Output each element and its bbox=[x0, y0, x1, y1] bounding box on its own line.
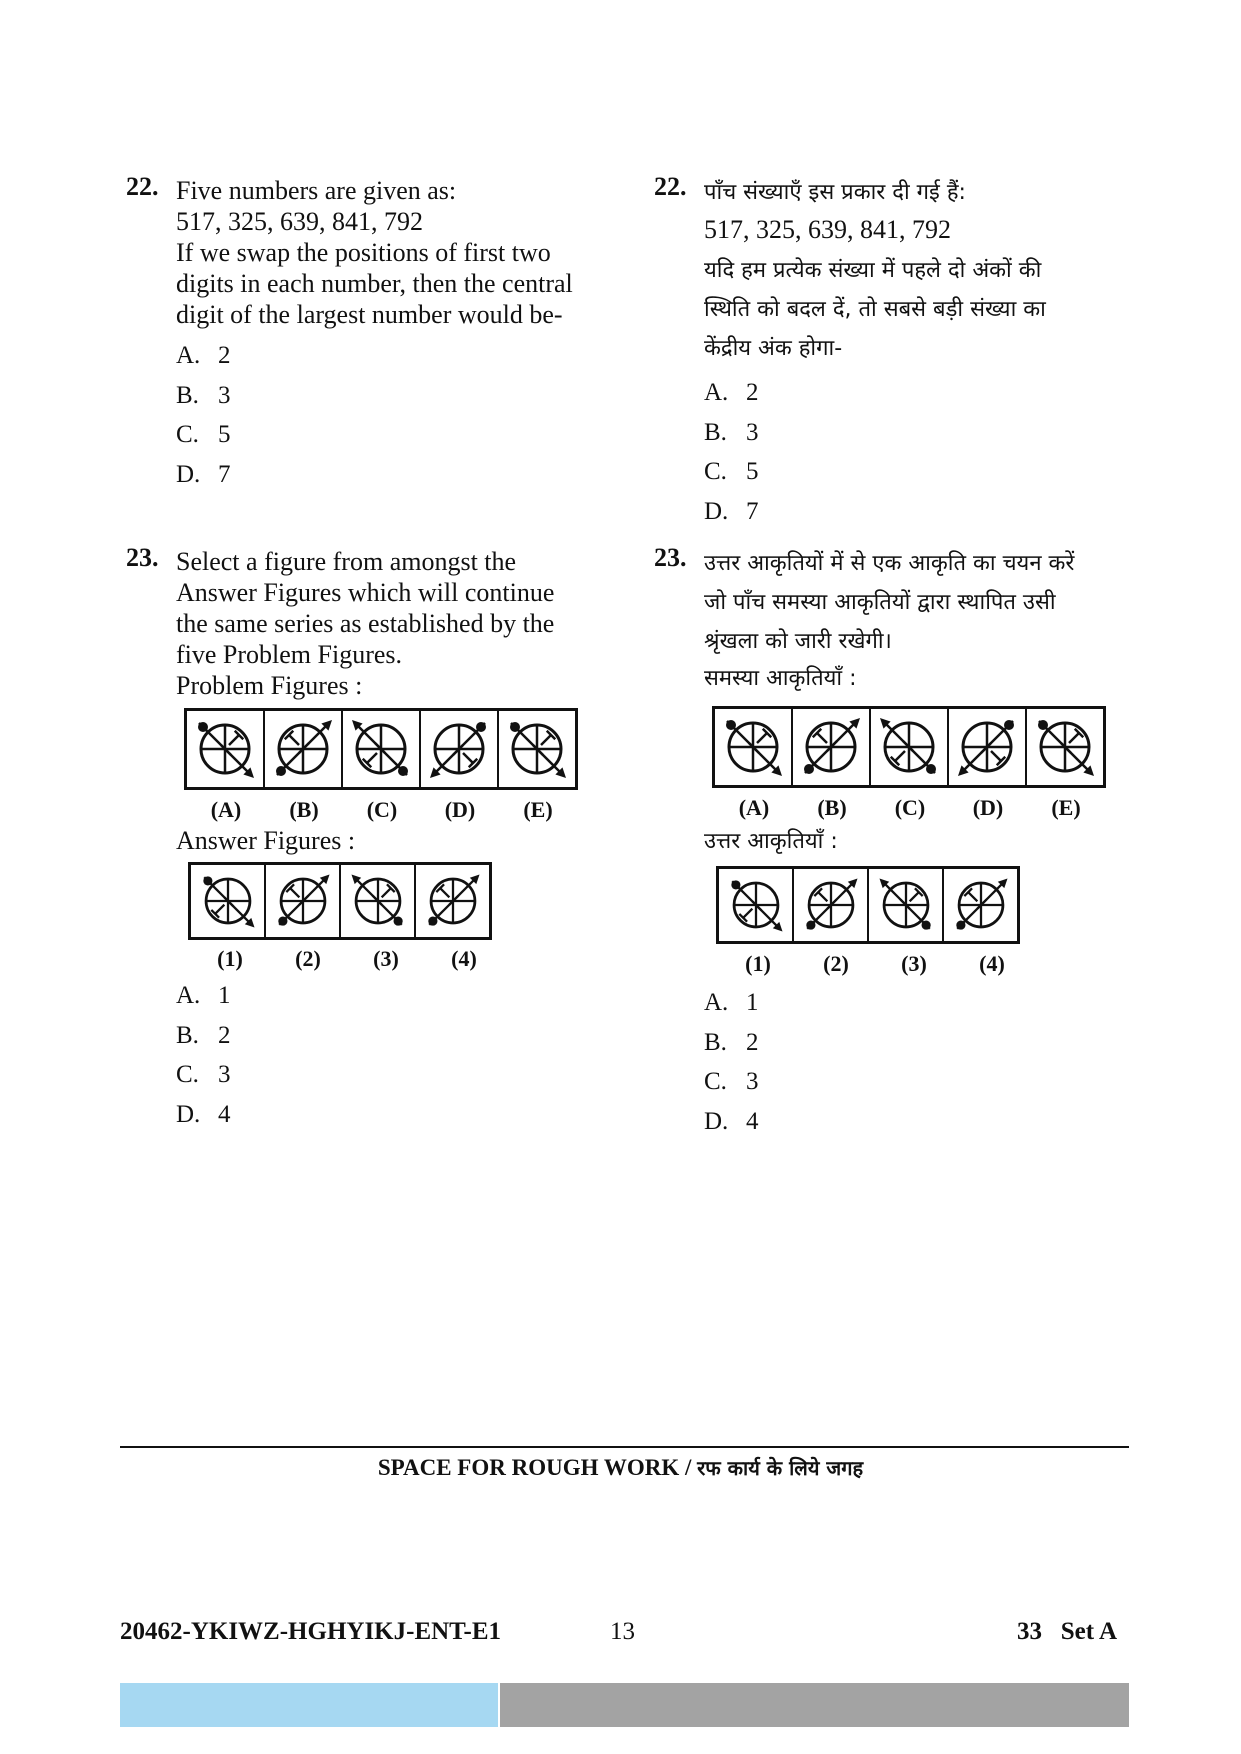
figure-cell bbox=[1027, 709, 1103, 785]
tick-line bbox=[1069, 733, 1079, 743]
tick-line bbox=[895, 751, 905, 761]
question-text: 517, 325, 639, 841, 792 bbox=[704, 215, 951, 244]
circle-figure bbox=[424, 714, 494, 784]
tick-line bbox=[367, 753, 377, 763]
figure-cell bbox=[191, 865, 266, 937]
tick-line bbox=[909, 892, 918, 901]
figure-cell bbox=[869, 869, 944, 941]
circle-figure bbox=[421, 869, 485, 933]
figure-cell bbox=[187, 711, 265, 787]
question-text: पाँच संख्याएँ इस प्रकार दी गई हैं: bbox=[704, 180, 966, 205]
option-d[interactable]: D. 4 bbox=[704, 1108, 759, 1135]
dot-mark bbox=[804, 764, 814, 774]
answer-figures-label: Answer Figures : bbox=[176, 826, 356, 855]
footer-bar-left bbox=[120, 1683, 498, 1727]
circle-figure bbox=[268, 714, 338, 784]
dot-mark bbox=[203, 876, 212, 885]
option-d[interactable]: D. 4 bbox=[176, 1101, 231, 1128]
circle-figure bbox=[952, 712, 1022, 782]
tick-line bbox=[818, 892, 827, 901]
circle-figure bbox=[874, 712, 944, 782]
problem-figures bbox=[184, 708, 578, 790]
option-b[interactable]: B. 3 bbox=[176, 382, 231, 409]
option-c[interactable]: C. 5 bbox=[704, 458, 759, 485]
dot-mark bbox=[278, 917, 287, 926]
figure-cell bbox=[265, 711, 343, 787]
circle-figure bbox=[949, 873, 1013, 937]
dot-mark bbox=[726, 720, 736, 730]
figure-cell bbox=[499, 711, 575, 787]
question-text: श्रृंखला को जारी रखेगी। bbox=[704, 629, 892, 654]
dot-mark bbox=[428, 917, 437, 926]
figure-cell bbox=[421, 711, 499, 787]
figure-cell bbox=[341, 865, 416, 937]
circle-figure bbox=[724, 873, 788, 937]
question-text: digits in each number, then the central bbox=[176, 269, 573, 298]
answer-figure-labels: (1) (2) (3) (4) bbox=[217, 946, 477, 971]
question-number: 22. bbox=[126, 172, 159, 201]
question-text: 517, 325, 639, 841, 792 bbox=[176, 207, 423, 236]
tick-line bbox=[289, 735, 299, 745]
tick-line bbox=[541, 735, 551, 745]
circle-figure bbox=[718, 712, 788, 782]
dot-mark bbox=[276, 766, 286, 776]
tick-line bbox=[290, 888, 299, 897]
circle-figure bbox=[1030, 712, 1100, 782]
question-text: स्थिति को बदल दें, तो सबसे बड़ी संख्या का bbox=[704, 297, 1046, 322]
option-c[interactable]: C. 3 bbox=[704, 1068, 759, 1095]
question-number: 23. bbox=[654, 543, 687, 572]
figure-cell bbox=[871, 709, 949, 785]
circle-figure bbox=[796, 712, 866, 782]
footer-bar-right bbox=[500, 1683, 1129, 1727]
option-a[interactable]: A. 2 bbox=[176, 342, 231, 369]
circle-figure bbox=[799, 873, 863, 937]
dot-mark bbox=[926, 764, 936, 774]
option-c[interactable]: C. 5 bbox=[176, 421, 231, 448]
tick-line bbox=[463, 753, 473, 763]
figure-cell bbox=[343, 711, 421, 787]
problem-figure-labels: (A) (B) (C) (D) (E) bbox=[738, 795, 1081, 820]
option-d[interactable]: D. 7 bbox=[176, 461, 231, 488]
question-text: उत्तर आकृतियों में से एक आकृति का चयन करें bbox=[704, 551, 1075, 576]
circle-figure bbox=[874, 873, 938, 937]
question-text: If we swap the positions of first two bbox=[176, 238, 551, 267]
figure-cell bbox=[944, 869, 1017, 941]
dot-mark bbox=[1004, 720, 1014, 730]
circle-figure bbox=[190, 714, 260, 784]
tick-line bbox=[215, 905, 224, 914]
dot-mark bbox=[921, 921, 930, 930]
figure-cell bbox=[794, 869, 869, 941]
question-text: five Problem Figures. bbox=[176, 640, 403, 669]
tick-line bbox=[381, 888, 390, 897]
question-text: केंद्रीय अंक होगा- bbox=[704, 336, 843, 361]
tick-line bbox=[440, 888, 449, 897]
figure-cell bbox=[719, 869, 794, 941]
question-text: यदि हम प्रत्येक संख्या में पहले दो अंकों की bbox=[704, 258, 1042, 283]
option-b[interactable]: B. 2 bbox=[176, 1022, 231, 1049]
tick-line bbox=[743, 909, 752, 918]
circle-figure bbox=[502, 714, 572, 784]
question-text: the same series as established by the bbox=[176, 609, 555, 638]
tick-line bbox=[817, 733, 827, 743]
option-b[interactable]: B. 3 bbox=[704, 419, 759, 446]
option-c[interactable]: C. 3 bbox=[176, 1061, 231, 1088]
tick-line bbox=[229, 735, 239, 745]
option-a[interactable]: A. 1 bbox=[704, 989, 759, 1016]
dot-mark bbox=[956, 921, 965, 930]
option-d[interactable]: D. 7 bbox=[704, 498, 759, 525]
problem-figures-label: समस्या आकृतियाँ : bbox=[704, 666, 857, 691]
option-a[interactable]: A. 2 bbox=[704, 379, 759, 406]
question-text: Select a figure from amongst the bbox=[176, 547, 517, 576]
circle-figure bbox=[346, 714, 416, 784]
dot-mark bbox=[806, 921, 815, 930]
dot-mark bbox=[393, 917, 402, 926]
question-number: 23. bbox=[126, 543, 159, 572]
option-a[interactable]: A. 1 bbox=[176, 982, 231, 1009]
tick-line bbox=[757, 733, 767, 743]
figure-cell bbox=[715, 709, 793, 785]
figure-cell bbox=[793, 709, 871, 785]
problem-figures bbox=[712, 706, 1106, 788]
problem-figure-labels: (A) (B) (C) (D) (E) bbox=[210, 797, 553, 822]
page-number: 13 bbox=[610, 1618, 635, 1645]
figure-cell bbox=[416, 865, 489, 937]
dot-mark bbox=[731, 880, 740, 889]
question-number: 22. bbox=[654, 172, 687, 201]
set-label: 33 Set A bbox=[1017, 1618, 1117, 1645]
question-text: digit of the largest number would be- bbox=[176, 300, 563, 329]
tick-line bbox=[968, 892, 977, 901]
rough-work-label: SPACE FOR ROUGH WORK / रफ कार्य के लिये जगह bbox=[377, 1455, 864, 1480]
circle-figure bbox=[196, 869, 260, 933]
dot-mark bbox=[1038, 720, 1048, 730]
tick-line bbox=[991, 751, 1001, 761]
question-text: जो पाँच समस्या आकृतियों द्वारा स्थापित उसी bbox=[704, 590, 1056, 615]
rough-work-divider bbox=[120, 1446, 1129, 1448]
question-text: Five numbers are given as: bbox=[176, 176, 457, 205]
figure-cell bbox=[266, 865, 341, 937]
answer-figures-label: उत्तर आकृतियाँ : bbox=[704, 829, 838, 854]
dot-mark bbox=[510, 722, 520, 732]
option-b[interactable]: B. 2 bbox=[704, 1029, 759, 1056]
dot-mark bbox=[198, 722, 208, 732]
circle-figure bbox=[346, 869, 410, 933]
figure-cell bbox=[949, 709, 1027, 785]
problem-figures-label: Problem Figures : bbox=[176, 671, 363, 700]
paper-code: 20462-YKIWZ-HGHYIKJ-ENT-E1 bbox=[120, 1618, 502, 1645]
answer-figure-labels: (1) (2) (3) (4) bbox=[745, 951, 1005, 976]
answer-figures bbox=[188, 862, 492, 940]
circle-figure bbox=[271, 869, 335, 933]
answer-figures bbox=[716, 866, 1020, 944]
dot-mark bbox=[398, 766, 408, 776]
question-text: Answer Figures which will continue bbox=[176, 578, 555, 607]
dot-mark bbox=[476, 722, 486, 732]
